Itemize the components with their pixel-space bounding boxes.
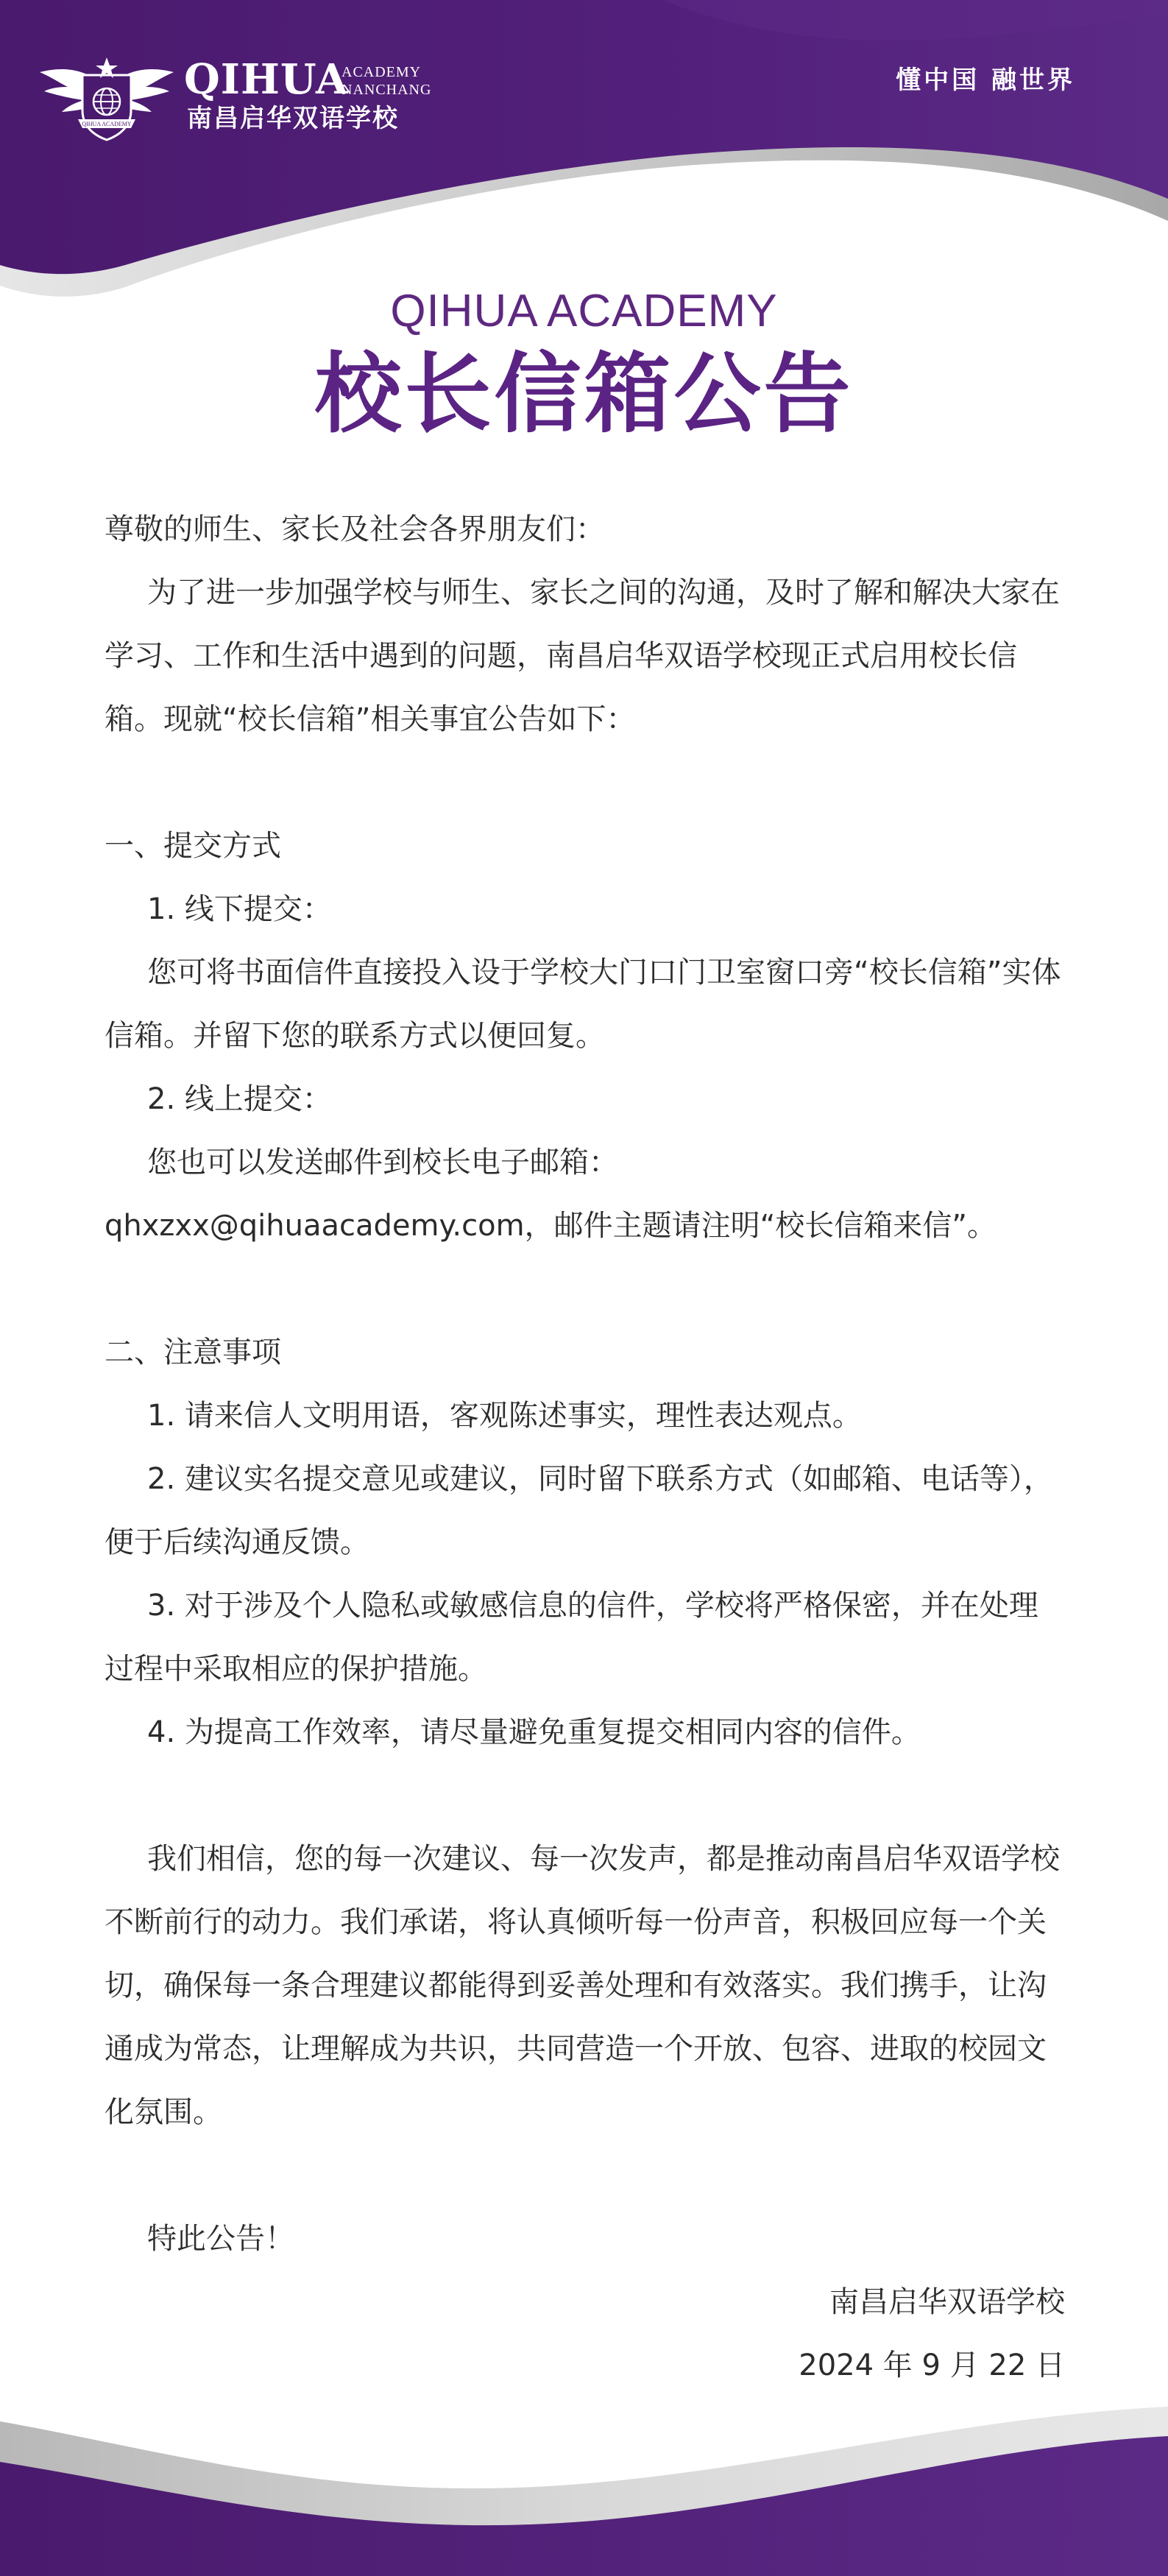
offline-submission-text: 您可将书面信件直接投入设于学校大门口门卫室窗口旁“校长信箱”实体信箱。并留下您的联系方式以便回复。 xyxy=(105,956,1061,1053)
closing-paragraph: 我们相信，您的每一次建议、每一次发声，都是推动南昌启华双语学校不断前行的动力。我们承诺，将认真倾听每一份声音，积极回应每一个关切，确保每一条合理建议都能得到妥善处理和有效落实。我们携手，让沟通成为常态，让理解成为共识，共同营造一个开放、包容、进取的校园文化氛围。 xyxy=(105,1842,1060,2129)
online-submission-title: 2. 线上提交： xyxy=(147,1082,332,1116)
note-item: 1. 请来信人文明用语，客观陈述事实，理性表达观点。 xyxy=(147,1399,862,1433)
spacer xyxy=(105,1764,1065,1827)
intro-paragraph: 为了进一步加强学校与师生、家长之间的沟通，及时了解和解决大家在学习、工作和生活中遇到的问题，南昌启华双语学校现正式启用校长信箱。现就“校长信箱”相关事宜公告如下： xyxy=(105,576,1060,736)
logo-subtitle-academy: ACADEMY xyxy=(341,64,422,80)
spacer xyxy=(105,2144,1065,2207)
spacer xyxy=(105,1257,1065,1321)
logo-wordmark: QIHUA xyxy=(184,55,349,104)
note-item: 2. 建议实名提交意见或建议，同时留下联系方式（如邮箱、电话等），便于后续沟通反馈。 xyxy=(105,1462,1053,1559)
spacer xyxy=(105,751,1065,814)
section-heading-notes: 二、注意事项 xyxy=(105,1335,281,1369)
school-slogan: 懂中国 融世界 xyxy=(896,66,1075,95)
section-heading-submission: 一、提交方式 xyxy=(105,829,281,863)
offline-submission-title: 1. 线下提交： xyxy=(147,892,332,926)
page-title-english: QIHUA ACADEMY xyxy=(390,286,778,336)
emblem-text: QIHUA ACADEMY xyxy=(82,121,132,127)
eagle-emblem-icon xyxy=(37,46,177,143)
announcement-date: 2024 年 9 月 22 日 xyxy=(799,2349,1065,2382)
logo-subtitle-nanchang: NANCHANG xyxy=(341,82,432,98)
notice-end: 特此公告！ xyxy=(147,2222,294,2256)
note-item: 4. 为提高工作效率，请尽量避免重复提交相同内容的信件。 xyxy=(147,1715,921,1749)
announcement-body xyxy=(105,498,1065,2397)
school-logo xyxy=(37,46,449,149)
footer-banner xyxy=(0,2377,1168,2576)
signature: 南昌启华双语学校 xyxy=(829,2285,1065,2319)
logo-chinese-name: 南昌启华双语学校 xyxy=(187,104,399,133)
note-item: 3. 对于涉及个人隐私或敏感信息的信件，学校将严格保密，并在处理过程中采取相应的保护措施。 xyxy=(105,1589,1038,1686)
greeting: 尊敬的师生、家长及社会各界朋友们： xyxy=(105,512,605,546)
page-title: 校长信箱公告 xyxy=(314,343,854,445)
online-submission-text: 您也可以发送邮件到校长电子邮箱：qhxzxx@qihuaacademy.com，邮件主题请注明“校长信箱来信”。 xyxy=(105,1146,997,1243)
